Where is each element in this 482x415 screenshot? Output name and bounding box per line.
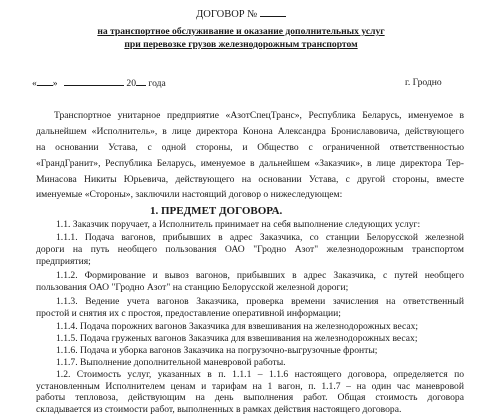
date-close-quote: » [52,78,58,89]
clause-line: пользования ОАО "Гродно Азот" на станцию Белорусской железной дороги; [36,282,349,293]
year-suffix: года [148,78,166,89]
intro-line: Транспортное унитарное предприятие «АзотСпецТранс», Республика Беларусь, именуемое в [54,110,464,121]
day-blank [37,77,53,86]
year-blank [136,77,146,86]
clause-line: простой и снятия их с простоя, предоставление оперативной информации; [36,308,341,319]
contract-subtitle-1: на транспортное обслуживание и оказание дополнительных услуг [97,26,385,37]
intro-line: Минасова Никиты Юрьевича, действующего на основании Устава, с другой стороны, вместе [36,174,464,185]
contract-subtitle-2: при перевозке грузов железнодорожным транспортом [124,39,358,50]
clause-line: предприятия; [36,256,91,267]
intro-line: на основании Устава, с одной стороны, и Общество с ограниченной ответственностью [36,142,464,153]
year-prefix: 20 [126,78,136,89]
clause-line: 1.1.1. Подача вагонов, прибывших в адрес Заказчика, со станции Белорусской железной [56,232,464,243]
clause-line: 1.1.4. Подача порожних вагонов Заказчика для взвешивания на железнодорожных весах; [56,321,419,332]
date-line [32,77,166,89]
clause-line: установленным Исполнителем ценам и тарифам на 1 вагон, п. 1.1.7 – на один час маневровой [36,381,464,392]
clause-line: 1.1.6. Подача и уборка вагонов Заказчика на погрузочно-выгрузочные фронты; [56,345,378,356]
clause-line: складывается из стоимости работ, выполненных в рамках действия настоящего договора. [36,404,402,415]
date-open-quote: « [32,78,37,89]
clause-line: 1.1.3. Ведение учета вагонов Заказчика, проверка времени зачисления на ответственный [56,296,464,307]
clause-line: 1.1.5. Подача груженых вагонов Заказчика для взвешивания на железнодорожных весах; [56,333,418,344]
contract-title-text: ДОГОВОР № [196,9,258,20]
intro-line: именуемые «Стороны», заключили настоящий договор о нижеследующем: [36,189,343,200]
intro-line: «ГрандГранит», Республика Беларусь, именуемое в дальнейшем «Заказчик», в лице директора Тер- [36,158,464,169]
clause-line: работы тепловоза, действующим на день выполнения работ. Общая стоимость договора [36,392,464,403]
clause-line: 1.1.2. Формирование и вывоз вагонов, прибывших в адрес Заказчика, с путей необщего [56,270,464,281]
clause-line: 1.1.7. Выполнение дополнительной маневровой работы. [56,357,286,368]
clause-line: дороги на путь необщего пользования ОАО "Гродно Азот" железнодорожным транспортом [36,244,464,255]
intro-line: дальнейшем «Исполнитель», в лице директора Конона Александра Брониславовича, действующего [36,126,464,137]
city: г. Гродно [405,77,442,88]
contract-title [0,8,482,20]
month-blank [64,77,124,86]
contract-number-blank [260,8,286,17]
clause-line: 1.2. Стоимость услуг, указанных в п. 1.1.1 – 1.1.6 настоящего договора, определяется по [56,369,464,380]
section-title: 1. ПРЕДМЕТ ДОГОВОРА. [150,205,283,217]
clause-line: 1.1. Заказчик поручает, а Исполнитель принимает на себя выполнение следующих услуг: [56,219,421,230]
